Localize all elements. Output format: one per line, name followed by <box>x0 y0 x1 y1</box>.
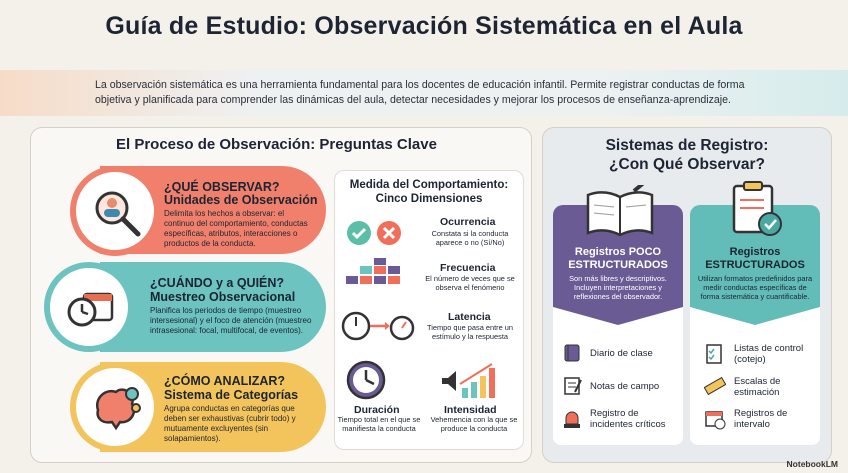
dimension-duracion: Duración <box>354 404 400 416</box>
measure-title: Medida del Comportamiento: Cinco Dimensiones <box>349 179 509 205</box>
intro-banner <box>0 70 848 116</box>
dimension-intensidad-text: Vehemencia con la que se produce la conducta <box>430 415 518 433</box>
dimension-frecuencia-text: El número de veces que se observa el fenómeno <box>425 274 515 292</box>
poco-item-diario: Diario de clase <box>590 348 653 359</box>
dimension-latencia: Latencia <box>448 311 491 323</box>
card-1-heading: ¿QUÉ OBSERVAR? <box>164 180 280 194</box>
estr-text: Utilizan formatos predefinidos para medir conductas específicas de forma sistemática y cuantificable. <box>697 274 813 301</box>
poco-item-incidentes: Registro de incidentes críticos <box>590 408 666 430</box>
card-3-subheading: Sistema de Categorías <box>164 388 299 402</box>
checklist-icon <box>704 343 724 365</box>
poco-heading: Registros POCO ESTRUCTURADOS <box>568 246 668 271</box>
open-book-icon <box>584 185 656 239</box>
magnifier-people-icon <box>70 166 160 256</box>
blocks-icon <box>344 258 414 288</box>
diary-icon <box>562 343 582 363</box>
ruler-scale-icon <box>704 376 726 396</box>
card-2-heading: ¿CUÁNDO y a QUIÉN? <box>150 276 285 290</box>
right-title-line1: Sistemas de Registro: <box>605 137 769 154</box>
intro-text: La observación sistemática es una herramienta fundamental para los docentes de educación infantil. Permite registrar conductas de forma objetiva y planificada para comprender las dinámicas del aula, detectar necesidades y mejorar los procesos de enseñanza-aprendizaje. <box>95 79 745 106</box>
clipboard-check-icon <box>728 180 784 238</box>
card-1-text: Delimita los hechos a observar: el continuo del comportamiento, conductas específicas, atributos, interacciones o productos de la conducta. <box>164 209 308 248</box>
card-1-subheading: Unidades de Observación <box>164 193 318 207</box>
card-3-heading: ¿CÓMO ANALIZAR? <box>164 374 286 388</box>
poco-item-notas: Notas de campo <box>590 381 660 392</box>
right-panel-title <box>542 136 832 174</box>
estr-item-intervalo: Registros de intervalo <box>734 408 788 430</box>
dimension-duracion-text: Tiempo total en el que se manifiesta la conducta <box>337 415 421 433</box>
estr-item-escalas: Escalas de estimación <box>734 376 781 398</box>
left-panel-title: El Proceso de Observación: Preguntas Clave <box>116 136 437 153</box>
brain-gear-icon <box>70 362 160 452</box>
right-title-line2: ¿Con Qué Observar? <box>609 156 765 173</box>
volume-bars-icon <box>440 360 504 400</box>
estr-heading: Registros ESTRUCTURADOS <box>705 246 805 271</box>
dimension-ocurrencia: Ocurrencia <box>440 216 496 228</box>
dimension-intensidad: Intensidad <box>444 404 497 416</box>
stopwatch-icon <box>340 308 416 342</box>
card-3-text: Agrupa conductas en categorías que deben ser exhaustivas (cubrir todo) y mutuamente excluyentes (sin solapamientos). <box>164 404 296 443</box>
dimension-ocurrencia-text: Constata si la conducta aparece o no (Sí/No) <box>431 229 509 247</box>
check-cross-icon <box>344 218 414 248</box>
page-title: Guía de Estudio: Observación Sistemática en el Aula <box>105 12 743 40</box>
notebooklm-watermark: NotebookLM <box>786 459 838 469</box>
dimension-latencia-text: Tiempo que pasa entre un estímulo y la respuesta <box>426 323 513 341</box>
estr-item-listas: Listas de control (cotejo) <box>734 343 804 365</box>
clock-calendar-icon <box>44 262 134 352</box>
hourglass-clock-icon <box>344 360 388 400</box>
card-2-subheading: Muestreo Observacional <box>150 290 296 304</box>
poco-text: Son más libres y descriptivos. Incluyen interpretaciones y reflexiones del observador. <box>569 274 667 301</box>
notes-icon <box>562 376 582 396</box>
calendar-clock-icon <box>704 408 726 430</box>
dimension-frecuencia: Frecuencia <box>440 262 496 274</box>
card-2-text: Planifica los periodos de tiempo (muestreo intersesional) y el foco de atención (muestreo intrasesional: focal, multifocal, de eventos). <box>150 306 312 335</box>
alarm-siren-icon <box>562 408 582 430</box>
